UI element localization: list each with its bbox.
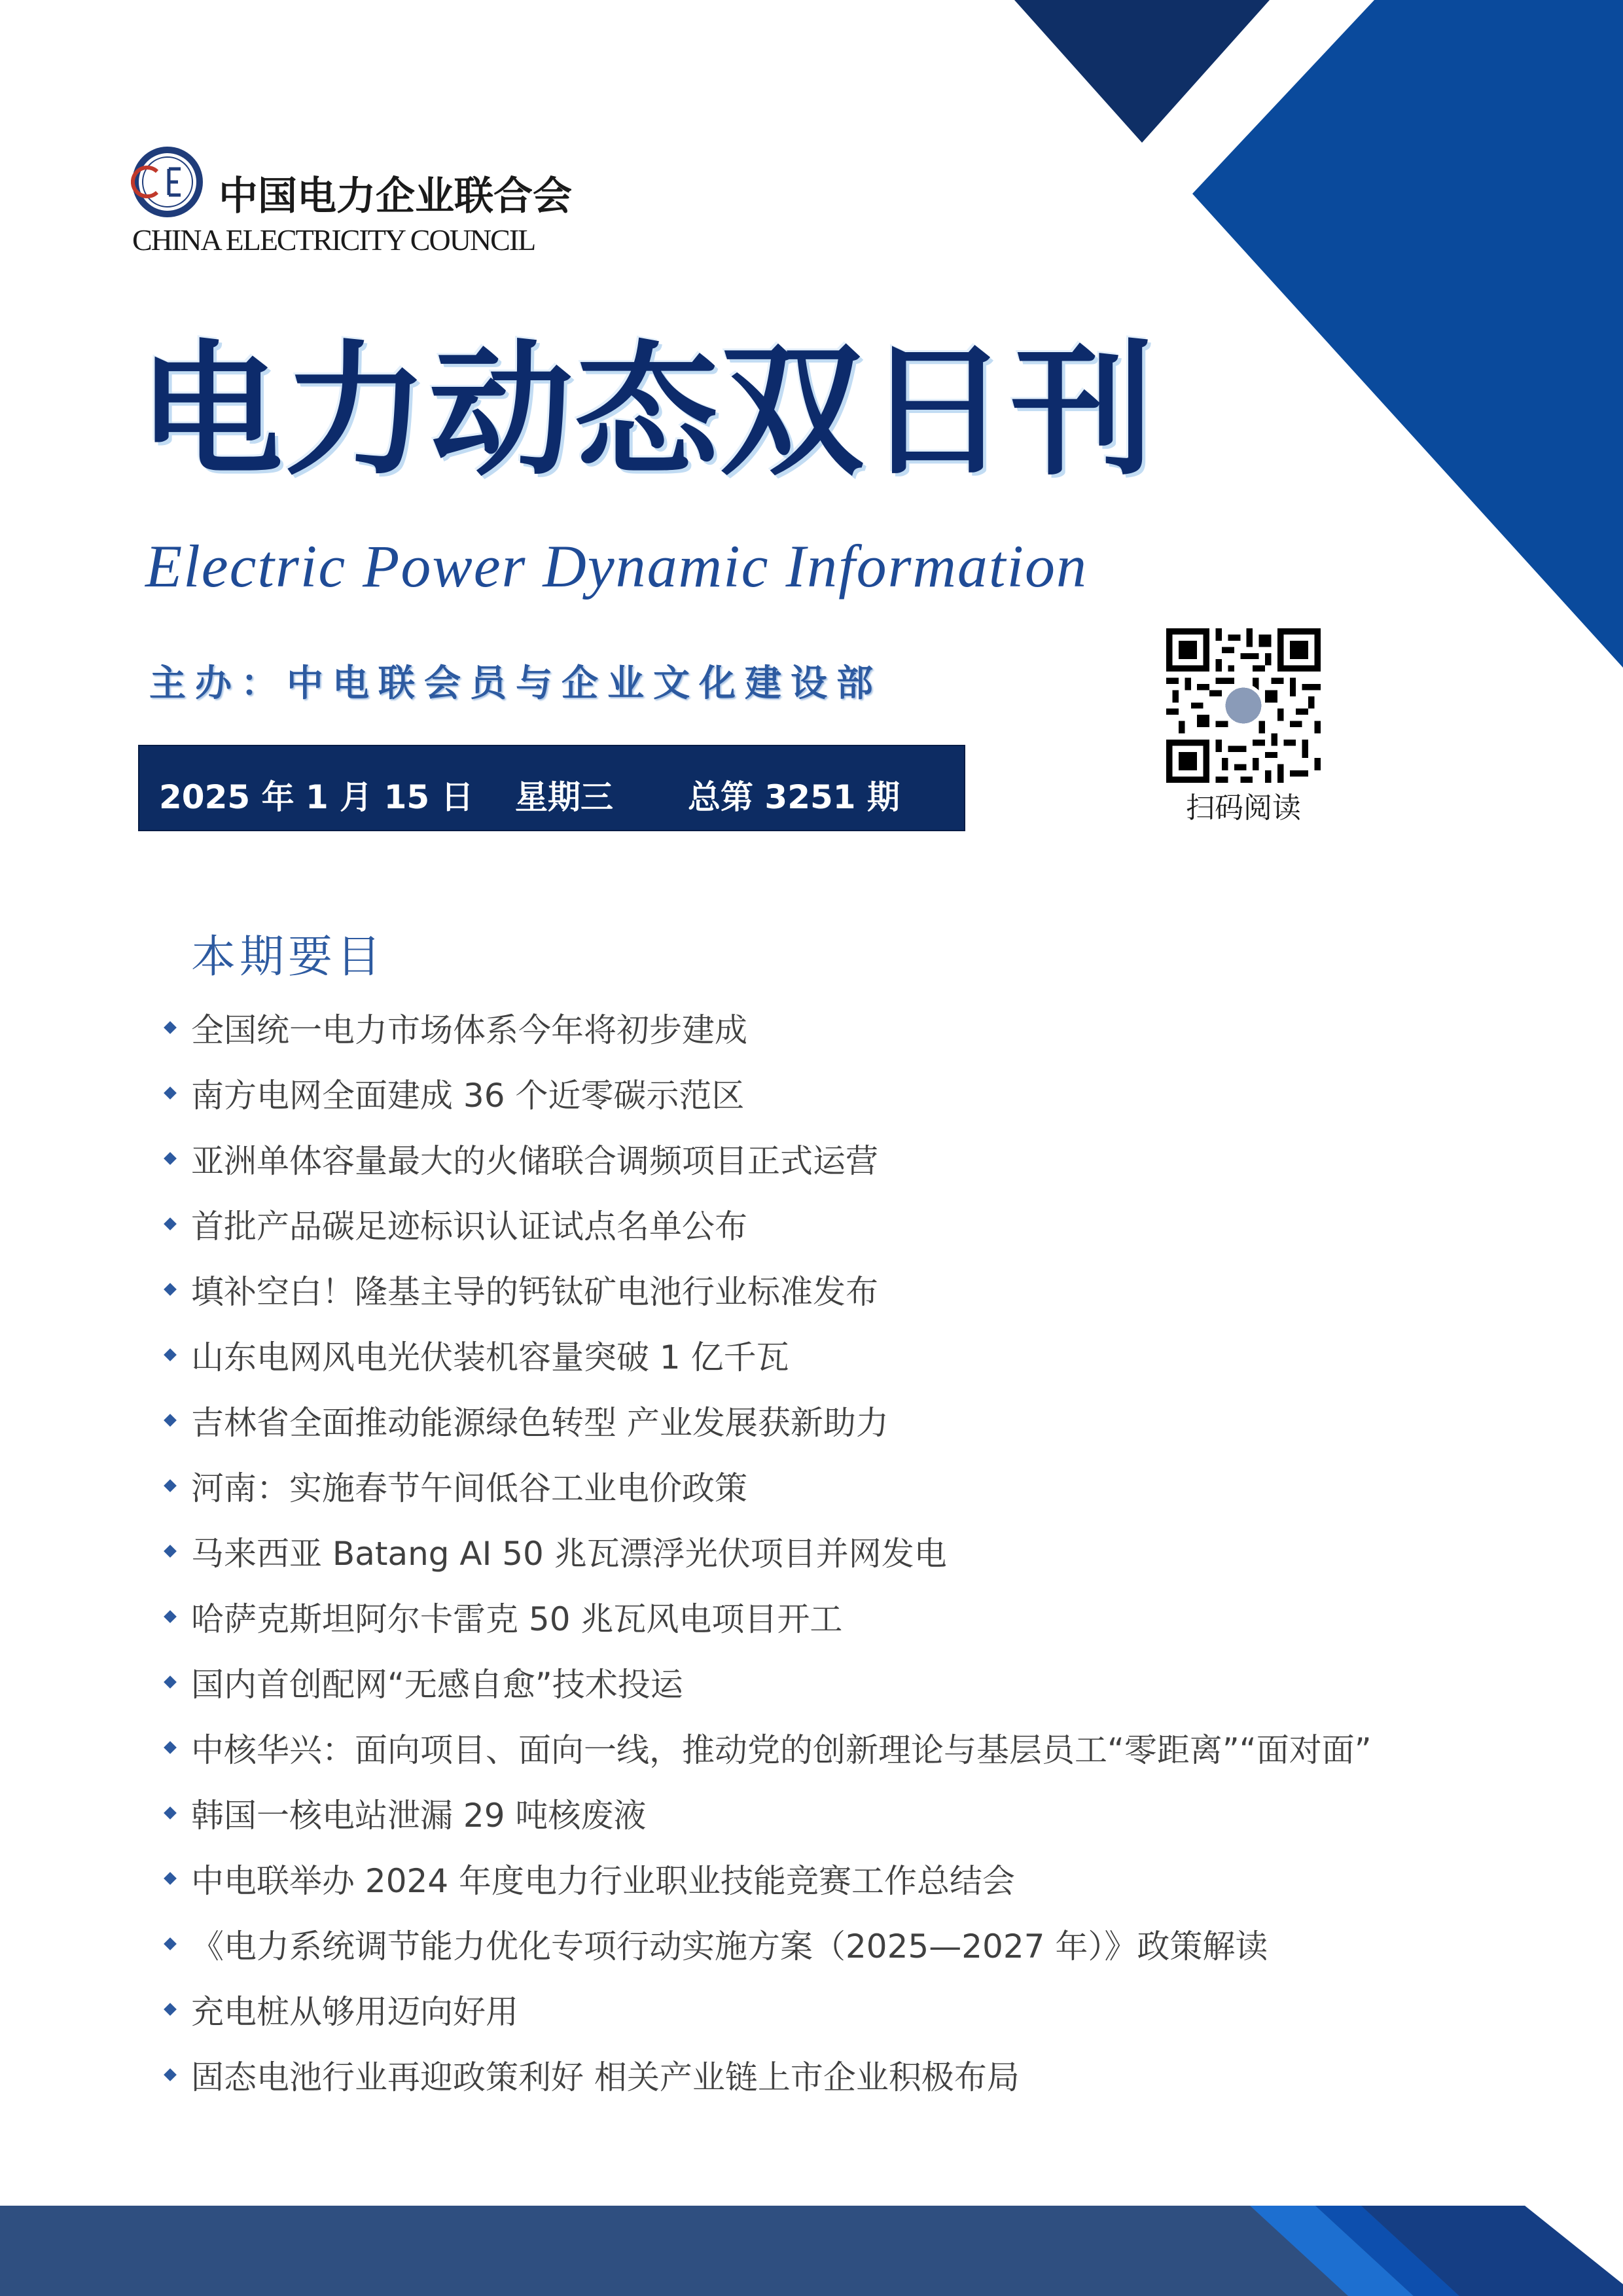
issue-weekday: 星期三 <box>515 778 613 816</box>
bullet-icon <box>164 1414 177 1427</box>
bullet-icon <box>164 1872 177 1885</box>
org-logo <box>131 145 572 257</box>
bullet-icon <box>164 1021 177 1034</box>
bullet-icon <box>164 1217 177 1230</box>
bullet-icon <box>164 2003 177 2016</box>
publication-title: 电力动态双日刊 <box>139 327 1156 495</box>
bullet-icon <box>164 1610 177 1623</box>
toc-heading: 本期要目 <box>191 931 385 983</box>
footer-band <box>0 2206 1623 2296</box>
cec-emblem-icon <box>131 145 204 219</box>
bullet-icon <box>164 1741 177 1754</box>
bullet-icon <box>164 1479 177 1492</box>
bullet-icon <box>164 1545 177 1558</box>
bullet-icon <box>164 1937 177 1950</box>
bullet-icon <box>164 1152 177 1165</box>
org-name-cn: 中国电力企业联合会 <box>219 173 572 219</box>
publication-title-en: Electric Power Dynamic Information <box>145 533 1088 600</box>
bullet-icon <box>164 1676 177 1689</box>
bullet-icon <box>164 1086 177 1100</box>
bullet-icon <box>164 2068 177 2081</box>
bullet-icon <box>164 1348 177 1361</box>
sponsor-line: 主办：中电联会员与企业文化建设部 <box>149 662 882 705</box>
issue-date: 2025 年 1 月 15 日 <box>159 778 474 816</box>
qr-label: 扫码阅读 <box>1186 791 1301 825</box>
issue-info-bar <box>138 745 965 831</box>
bullet-icon <box>164 1806 177 1820</box>
org-name-en: CHINA ELECTRICITY COUNCIL <box>132 223 535 257</box>
issue-number: 总第 3251 期 <box>688 778 900 816</box>
qr-code-icon[interactable] <box>1166 628 1321 783</box>
bullet-icon <box>164 1283 177 1296</box>
